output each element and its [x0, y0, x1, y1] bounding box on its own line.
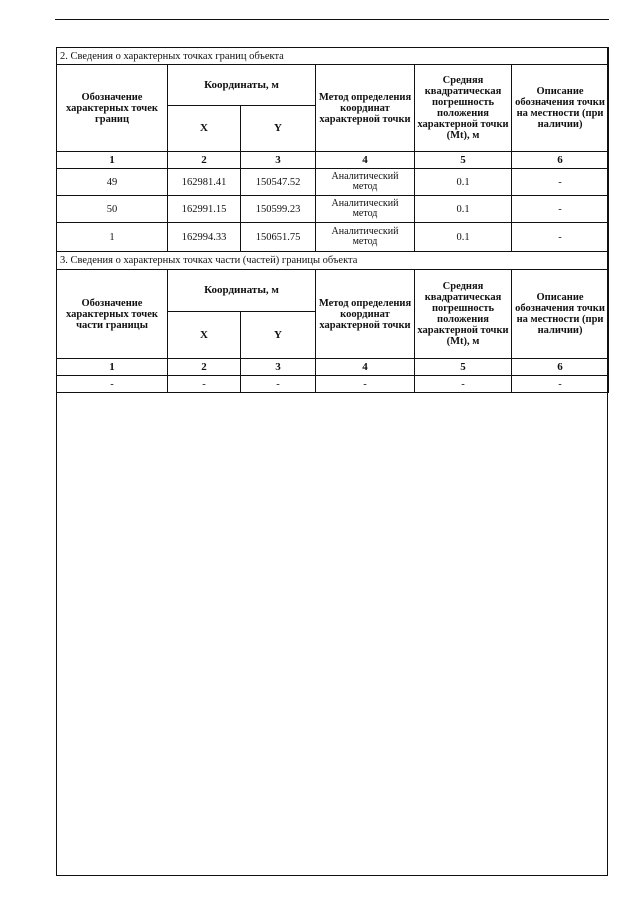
column-number: 2 — [168, 359, 241, 376]
description-cell: - — [512, 169, 609, 196]
y-cell: 150599.23 — [241, 196, 316, 223]
column-number: 6 — [512, 359, 609, 376]
header-y: Y — [241, 106, 316, 152]
error-cell: 0.1 — [415, 223, 512, 252]
error-cell: 0.1 — [415, 196, 512, 223]
column-number: 6 — [512, 152, 609, 169]
description-cell: - — [512, 223, 609, 252]
point-cell: 50 — [57, 196, 168, 223]
column-number: 1 — [57, 359, 168, 376]
header-error: Средняя квадратическая погрешность положения характерной точки (Mt), м — [415, 65, 512, 152]
method-cell: - — [316, 376, 415, 393]
table-row — [57, 223, 609, 252]
table-row — [57, 196, 609, 223]
section-3-title: 3. Сведения о характерных точках части (частей) границы объекта — [57, 252, 609, 270]
point-cell: - — [57, 376, 168, 393]
description-cell: - — [512, 376, 609, 393]
table-row — [57, 169, 609, 196]
header-method: Метод определения координат характерной точки — [316, 65, 415, 152]
boundary-points-table — [56, 47, 609, 252]
part-boundary-points-table — [56, 251, 609, 393]
method-cell: Аналитический метод — [316, 223, 415, 252]
header-description: Описание обозначения точки на местности (при наличии) — [512, 270, 609, 359]
error-cell: 0.1 — [415, 169, 512, 196]
section-2-title: 2. Сведения о характерных точках границ объекта — [57, 48, 609, 65]
y-cell: 150651.75 — [241, 223, 316, 252]
column-number: 3 — [241, 359, 316, 376]
header-description: Описание обозначения точки на местности (при наличии) — [512, 65, 609, 152]
x-cell: - — [168, 376, 241, 393]
point-cell: 1 — [57, 223, 168, 252]
column-number: 4 — [316, 152, 415, 169]
table-row — [57, 376, 609, 393]
header-point-designation: Обозначение характерных точек части границы — [57, 270, 168, 359]
x-cell: 162994.33 — [168, 223, 241, 252]
header-coordinates: Координаты, м — [168, 270, 316, 312]
column-number: 3 — [241, 152, 316, 169]
header-point-designation: Обозначение характерных точек границ — [57, 65, 168, 152]
y-cell: 150547.52 — [241, 169, 316, 196]
x-cell: 162981.41 — [168, 169, 241, 196]
error-cell: - — [415, 376, 512, 393]
header-x: X — [168, 106, 241, 152]
column-number: 2 — [168, 152, 241, 169]
method-cell: Аналитический метод — [316, 169, 415, 196]
header-y: Y — [241, 312, 316, 359]
header-x: X — [168, 312, 241, 359]
method-cell: Аналитический метод — [316, 196, 415, 223]
column-number: 4 — [316, 359, 415, 376]
y-cell: - — [241, 376, 316, 393]
column-number: 5 — [415, 359, 512, 376]
x-cell: 162991.15 — [168, 196, 241, 223]
column-number: 5 — [415, 152, 512, 169]
header-error: Средняя квадратическая погрешность положения характерной точки (Mt), м — [415, 270, 512, 359]
point-cell: 49 — [57, 169, 168, 196]
header-coordinates: Координаты, м — [168, 65, 316, 106]
header-rule — [55, 19, 609, 20]
description-cell: - — [512, 196, 609, 223]
header-method: Метод определения координат характерной точки — [316, 270, 415, 359]
column-number: 1 — [57, 152, 168, 169]
